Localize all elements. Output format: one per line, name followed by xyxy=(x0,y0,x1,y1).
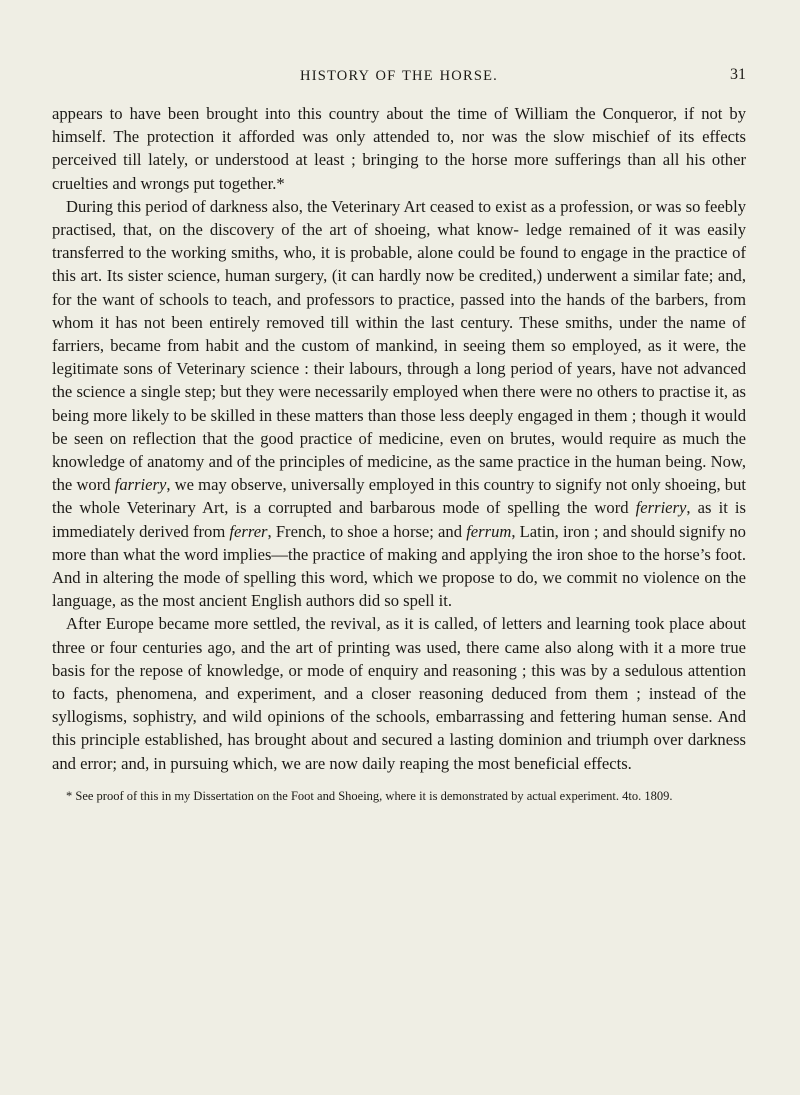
paragraph-3: After Europe became more settled, the revival, as it is called, of letters and learning took place about three or four centuries ago, and the art of printing was used, there came also along with it a more true basis for the repose of knowledge, or mode of enquiry and reasoning ; this was by a sedulous attention to facts, phenomena, and experiment, and a closer reasoning deduced from them ; instead of the syllogisms, sophistry, and wild opinions of the schools, embarrassing and fettering human sense. And this principle established, has brought about and secured a lasting dominion and triumph over darkness and error; and, in pursuing which, we are now daily reaping the most beneficial effects. xyxy=(52,614,746,773)
body-text xyxy=(52,102,746,775)
paragraph-2 xyxy=(52,195,746,613)
italic-ferrum: ferrum xyxy=(466,521,512,541)
paragraph-2-part-c: , as it is immediately derived from xyxy=(52,498,746,541)
paragraph-2-part-e: , Latin, iron ; and should signify no more than what the word implies—the practice of making and applying the iron shoe to the horse’s foot. And in altering the mode of spelling this word, which we propose to do, we commit no violence on the language, as the most ancient English authors did so spell it. xyxy=(52,521,746,611)
paragraph-2-part-b: , we may observe, universally employed in this country to signify not only shoeing, but the whole Veterinary Art, is a corrupted and barbarous mode of spelling the word xyxy=(52,475,746,518)
book-page xyxy=(52,62,746,806)
running-title: HISTORY OF THE HORSE. xyxy=(300,68,498,84)
footnote: * See proof of this in my Dissertation on the Foot and Shoeing, where it is demonstrated by actual experiment. 4to. 1809. xyxy=(66,788,673,803)
italic-ferriery: ferriery xyxy=(635,498,687,518)
paragraph-2-part-a: During this period of darkness also, the Veterinary Art ceased to exist as a profession, or was so feebly practised, that, on the discovery of the art of shoeing, what know- ledge remained of it was easily transferred to the working smiths, who, it is probable, alone could be found to engage in the practice of this art. Its sister science, human surgery, (it can hardly now be credited,) underwent a similar fate; and, for the want of schools to teach, and professors to practice, passed into the hands of the barbers, from whom it has not been entirely removed till within the last century. These smiths, under the name of farriers, became from habit and the custom of mankind, in seeing them so employed, as it were, the legitimate sons of Veterinary science : their labours, through a long period of years, have not advanced the science a single step; but they were necessarily employed when there were no others to practise it, as being more likely to be skilled in these matters than those less deeply engaged in them ; though it would be seen on reflection that the good practice of medicine, even on brutes, would require as much the knowledge of anatomy and of the principles of medicine, as the same practice in the human being. Now, the word xyxy=(52,196,746,495)
running-header xyxy=(52,62,746,102)
paragraph-2-part-d: , French, to shoe a horse; and xyxy=(267,521,463,541)
paragraph-1: appears to have been brought into this country about the time of William the Conqueror, if not by himself. The protection it afforded was only attended to, nor was the slow mischief of its effects perceived till lately, or understood at least ; bringing to the horse more sufferings than all his other cruelties and wrongs put together.* xyxy=(52,104,746,193)
italic-ferrer: ferrer xyxy=(229,521,268,541)
italic-farriery: farriery xyxy=(114,475,167,495)
page-number: 31 xyxy=(730,66,746,83)
